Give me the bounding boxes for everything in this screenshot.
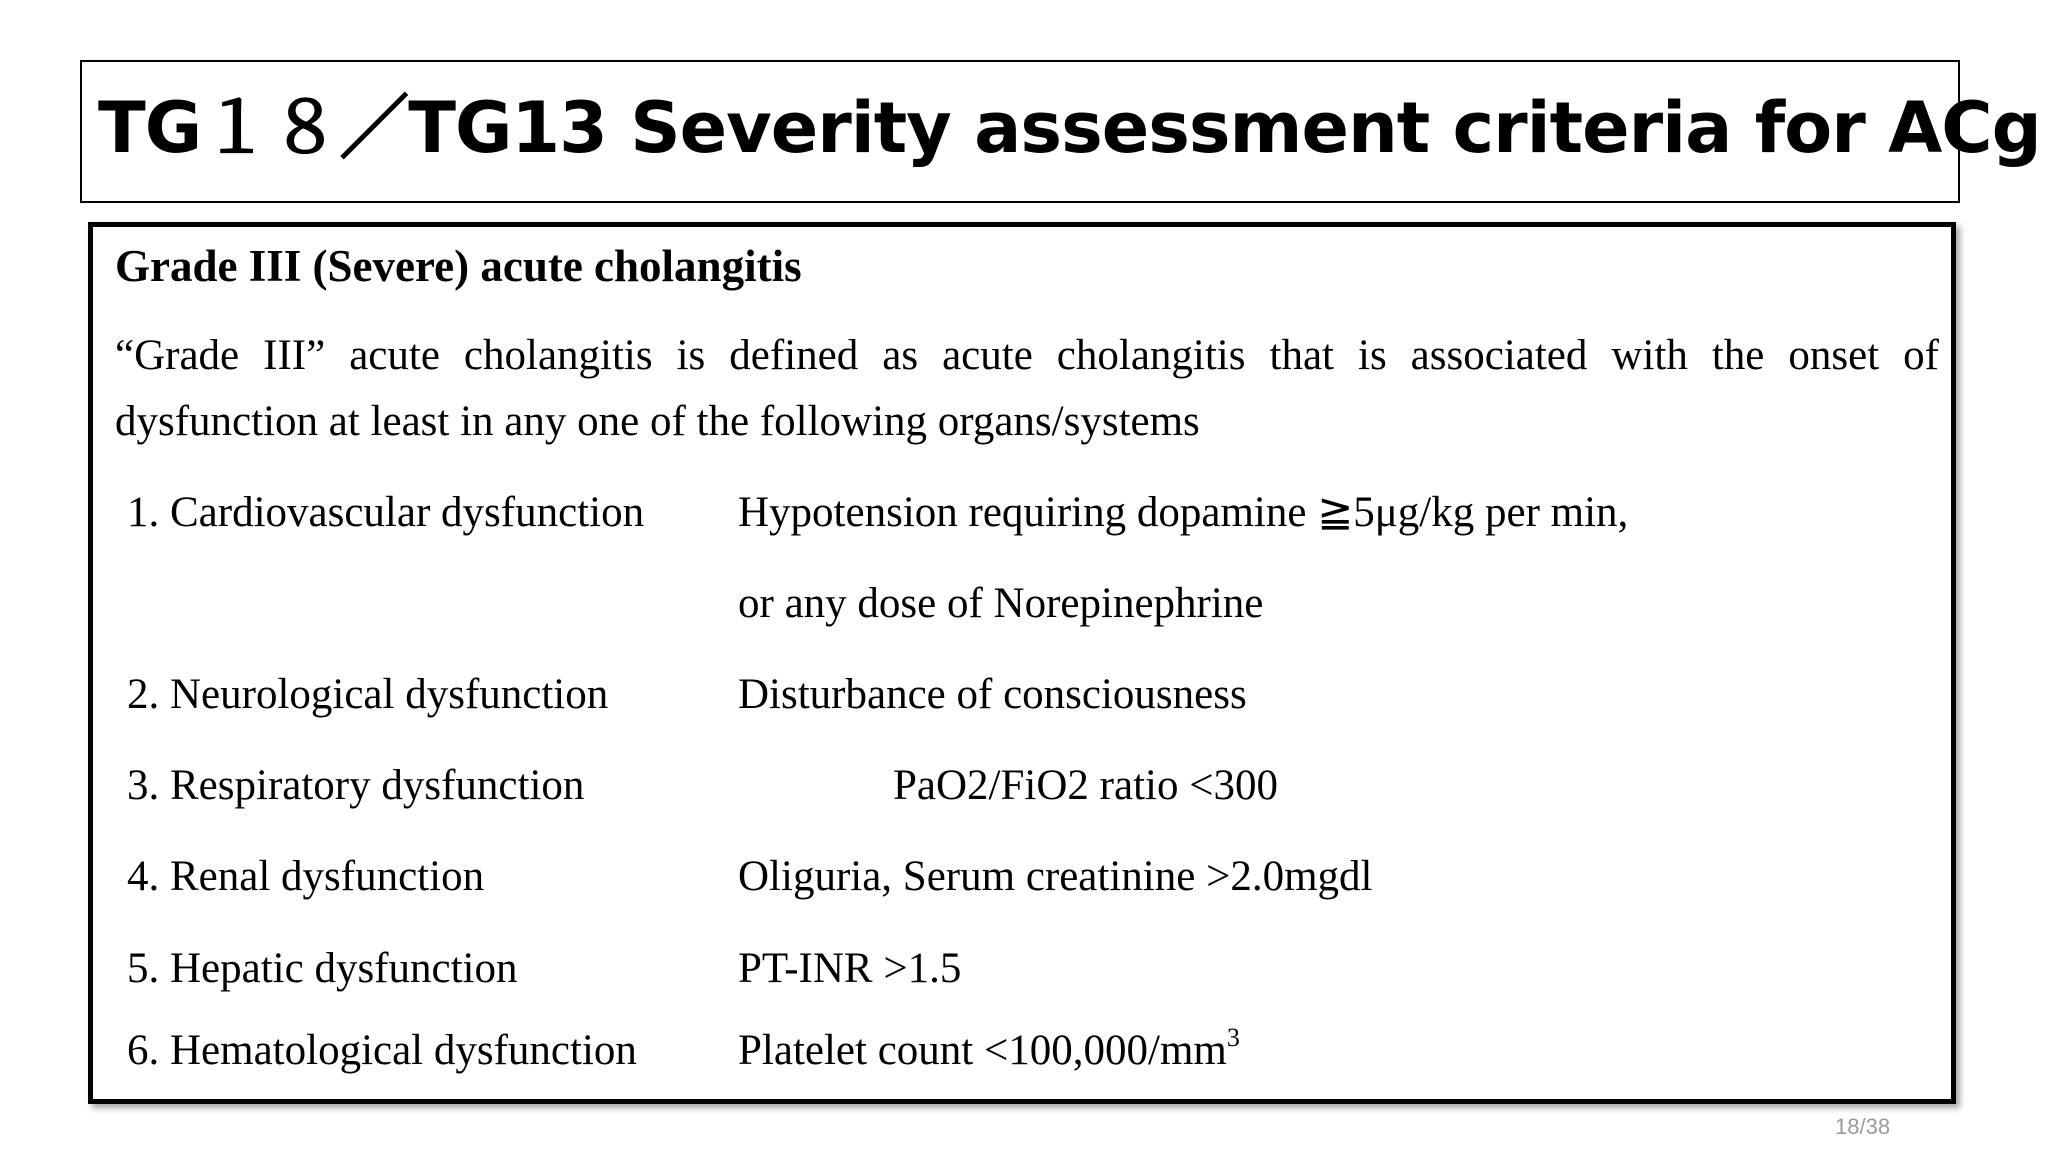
criteria-threshold: or any dose of Norepinephrine bbox=[738, 580, 1264, 627]
criteria-organ: 4. Renal dysfunction bbox=[127, 853, 485, 900]
criteria-organ: 2. Neurological dysfunction bbox=[127, 671, 609, 718]
criteria-organ: 3. Respiratory dysfunction bbox=[127, 762, 585, 809]
criteria-panel bbox=[88, 222, 1956, 1104]
criteria-organ: 1. Cardiovascular dysfunction bbox=[127, 489, 645, 536]
criteria-organ: 5. Hepatic dysfunction bbox=[127, 945, 518, 992]
criteria-threshold: PaO2/FiO2 ratio <300 bbox=[893, 762, 1278, 809]
superscript-exponent: 3 bbox=[1226, 1023, 1240, 1052]
grade-heading: Grade III (Severe) acute cholangitis bbox=[115, 241, 802, 291]
criteria-row bbox=[93, 938, 1951, 1000]
page-number: 18/38 bbox=[1835, 1114, 1891, 1139]
criteria-row bbox=[93, 1020, 1951, 1082]
criteria-row bbox=[93, 573, 1951, 635]
criteria-threshold bbox=[738, 1020, 1240, 1082]
criteria-threshold: Hypotension requiring dopamine ≧5μg/kg per min, bbox=[738, 489, 1629, 536]
criteria-threshold: PT-INR >1.5 bbox=[738, 945, 962, 992]
criteria-threshold: Disturbance of consciousness bbox=[738, 671, 1247, 718]
intro-paragraph: “Grade III” acute cholangitis is defined as acute cholangitis that is associated with the onset of dysfunction at least in any one of the following organs/systems bbox=[115, 332, 1939, 445]
criteria-row bbox=[93, 664, 1951, 726]
criteria-organ: 6. Hematological dysfunction bbox=[127, 1027, 637, 1074]
criteria-row bbox=[93, 846, 1951, 908]
slide-title: TG１８／TG13 Severity assessment criteria for ACg bbox=[98, 87, 2041, 169]
criteria-threshold-text: Platelet count <100,000/mm bbox=[738, 1027, 1227, 1074]
title-box bbox=[80, 60, 2041, 203]
criteria-row bbox=[93, 482, 1951, 544]
criteria-threshold: Oliguria, Serum creatinine >2.0mgdl bbox=[738, 853, 1373, 900]
criteria-row bbox=[93, 755, 1951, 817]
